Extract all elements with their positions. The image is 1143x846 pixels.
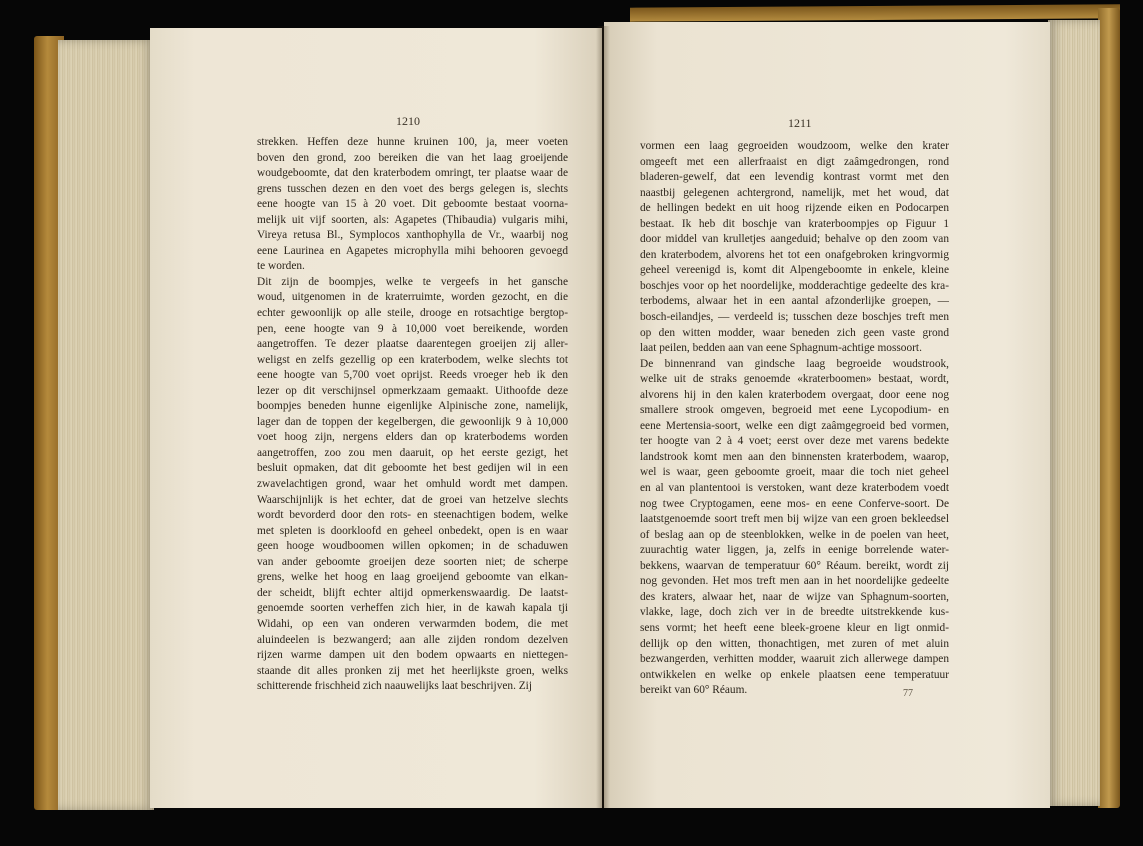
text-line: welke uit de straks genoemde «kraterboomen» bestaat, wordt, <box>640 373 949 386</box>
text-line: bezwangerden, verhitten modder, waaruit zich allerwege dampen <box>640 653 949 666</box>
text-line: met spleten is doorkloofd en geheel onbedekt, open is en waar <box>257 524 568 537</box>
text-line: lager dan de toppen der kegelbergen, die gewoonlijk 9 à 10,000 <box>257 415 568 428</box>
text-line: boschjes voor op het noordelijke, modderachtige gedeelte des kra- <box>640 279 949 292</box>
text-line: of beslag aan op de steenblokken, welke in de poelen van heet, <box>640 528 949 541</box>
book-gutter <box>596 26 610 808</box>
text-line: rijzen warme dampen uit den bodem opwaarts en niettegen- <box>257 649 568 662</box>
text-line: grens, welke het hoog en laag groeijend geboomte van elkan- <box>257 571 568 584</box>
text-line: aluindeelen is bezwangerd; aan alle zijden rondom dezelven <box>257 633 568 646</box>
text-line: bosch-eilandjes, — verdeeld is; tusschen deze boschjes treft men <box>640 311 949 324</box>
text-line: terbodems, alwaar het in een aantal afzonderlijke groepen, — <box>640 295 949 308</box>
text-line: bereikt van 60° Réaum. <box>640 684 748 697</box>
text-line: nog twee Cryptogamen, eene mos- en eene Conferve-soort. De <box>640 497 949 510</box>
text-line: vormen een laag gegroeiden woudzoom, welke den krater <box>640 140 949 152</box>
text-line: zuurachtig water liggen, ja, zelfs in eenige borrelende water- <box>640 544 949 557</box>
text-line: staande dit alles pronken zij met het heerlijkste groen, welks <box>257 664 568 677</box>
text-line: boompjes beneden hunne eigenlijke Alpinische zone, namelijk, <box>257 400 568 413</box>
text-line: laat peilen, bedden aan van eene Sphagnum-achtige mossoort. <box>640 342 922 355</box>
text-line: nog gevonden. Het mos treft men aan in het noordelijke gedeelte <box>640 575 949 588</box>
text-line: zwavelachtigen grond, waar het omhuld wordt met dampen. <box>257 478 568 491</box>
text-line: te worden. <box>257 260 305 273</box>
page-edges-left <box>58 40 154 810</box>
text-line: strekken. Heffen deze hunne kruinen 100, ja, meer voeten <box>257 136 568 148</box>
text-line: eene hoogte van 5,700 voet oprijst. Reeds vroeger heb ik den <box>257 369 568 382</box>
text-line: den kraterbodem, alvorens het tot een onafgebroken kringvormig <box>640 248 949 261</box>
text-line: Vireya retusa Bl., Symplocos xanthophylla de Vr., waarbij nog <box>257 229 568 242</box>
text-line: geheel vereenigd is, komt dit Alpengeboomte in enkele, kleine <box>640 264 949 277</box>
text-line: sens vormt; het heeft eene bleek-groene kleur en ligt onmid- <box>640 621 949 634</box>
text-line: De binnenrand van gindsche laag begroeide woudstrook, <box>640 357 949 370</box>
left-page-body <box>257 135 568 695</box>
book-cover-top <box>630 4 1120 21</box>
text-line: eene Mertensia-soort, welke een digt zaâmgegroeid bed vormen, <box>640 419 949 432</box>
text-line: Waarschijnlijk is het echter, dat de groei van hetzelve slechts <box>257 493 568 506</box>
text-line: eene hoogte van 15 à 20 voet. Dit geboomte bestaat voorna- <box>257 198 568 211</box>
text-line: voet hoog zijn, nergens elders dan op kraterbodems worden <box>257 431 568 444</box>
signature-mark: 77 <box>903 688 913 699</box>
text-line: naastbij gelegenen achtergrond, namelijk, met het woud, dat <box>640 186 949 199</box>
text-line: smallere strook omgeven, begroeid met eene Lycopodium- en <box>640 404 949 417</box>
text-line: aangetroffen, zoo zou men daaruit, op het eerste gezigt, het <box>257 446 568 459</box>
text-line: wordt bevorderd door den rots- en steenachtigen bodem, welke <box>257 509 568 522</box>
text-line: bladeren-gewelf, dat een levendig kontrast vormt met den <box>640 171 949 184</box>
text-line: woud, uitgenomen in de kraterruimte, worden gezocht, en die <box>257 291 568 304</box>
text-line: schitterende frischheid zich naauwelijks laat beschrijven. Zij <box>257 680 532 693</box>
text-line: grens tusschen dezen en den voet des bergs gelegen is, slechts <box>257 182 568 195</box>
text-line: echter gewoonlijk op alle steile, drooge en rotsachtige bergtop- <box>257 307 568 320</box>
text-line: Dit zijn de boompjes, welke te vergeefs in het gansche <box>257 275 568 288</box>
text-line: de hellingen bedekt en uit hoog rijzende eiken en Podocarpen <box>640 202 949 215</box>
text-line: ontwikkelen en welke op enkele plaatsen eene temperatuur <box>640 668 949 681</box>
text-line: dellijk op den witten, thonachtigen, met zuren of met aluin <box>640 637 949 650</box>
text-line: woudgeboomte, dat den kraterbodem omringt, ter plaatse waar de <box>257 167 568 180</box>
text-line: der scheidt, blijft echter altijd opmerkenswaardig. De laatst- <box>257 586 568 599</box>
text-line: vlakke, lage, doch zich ver in de breedte uitstrekkende kus- <box>640 606 949 619</box>
text-line: geen hooge woudboomen willen opkomen; in de schaduwen <box>257 540 568 553</box>
text-line: ter hoogte van 2 à 4 voet; eerst over deze met varens bedekte <box>640 435 949 448</box>
text-line: bestaat. Ik heb dit boschje van kraterboompjes op Figuur 1 <box>640 217 949 230</box>
text-line: genoemde soorten verheffen zich hier, in de kawah kapala tji <box>257 602 568 615</box>
right-page-number: 1211 <box>788 116 812 130</box>
text-line: op den witten modder, waar beneden zich geen vaste grond <box>640 326 949 339</box>
text-line: door middel van krulletjes aangeduid; behalve op den zoom van <box>640 233 949 246</box>
text-line: omgeeft met een allerfraaist en digt zaâmgedrongen, rond <box>640 155 949 168</box>
text-line: besluit opmaken, dat dit geboomte het best gedijen wil in een <box>257 462 568 475</box>
text-line: landstrook komt men aan den binnensten kraterbodem, waarop, <box>640 450 949 463</box>
text-line: en al van plantentooi is verstoken, want deze kraterbodem voedt <box>640 482 949 495</box>
text-line: laatstgenoemde soort treft men bij wijze van een groen bekleedsel <box>640 513 949 526</box>
book-cover-right <box>1098 8 1120 808</box>
text-line: van ander geboomte groeijen deze soorten niet; de scherpe <box>257 555 568 568</box>
text-line: weligst en zelfs gezellig op een kraterbodem, welke slechts tot <box>257 353 568 366</box>
text-line: eene Laurinea en Agapetes microphylla mihi behooren gevoegd <box>257 244 568 257</box>
page-edges-right <box>1048 20 1100 806</box>
text-line: alvorens hij in den kalen kraterbodem overgaat, door eene nog <box>640 388 949 401</box>
text-line: boven den grond, zoo bereiken die van het laag groeijende <box>257 151 568 164</box>
text-line: wel is waar, geen geboomte groeit, maar die toch niet geheel <box>640 466 949 479</box>
text-line: melijk uit vijf soorten, als: Agapetes (Thibaudia) vulgaris mihi, <box>257 213 568 226</box>
text-line: bekkens, waarvan de temperatuur 60° Réaum. bereikt, wordt zij <box>640 559 949 572</box>
left-page-number: 1210 <box>396 114 420 128</box>
text-line: aangetroffen. Te dezer plaatse daarentegen groeijen zij aller- <box>257 338 568 351</box>
text-line: Widahi, op een van onderen verwarmden bodem, die met <box>257 617 568 630</box>
right-page-body <box>640 139 949 699</box>
text-line: des kraters, alwaar het, naar de wijze van Sphagnum-soorten, <box>640 590 949 603</box>
text-line: lezer op dit verschijnsel opmerkzaam gemaakt. Uithoofde deze <box>257 384 568 397</box>
text-line: pen, eene hoogte van 9 à 10,000 voet bereikende, worden <box>257 322 568 335</box>
